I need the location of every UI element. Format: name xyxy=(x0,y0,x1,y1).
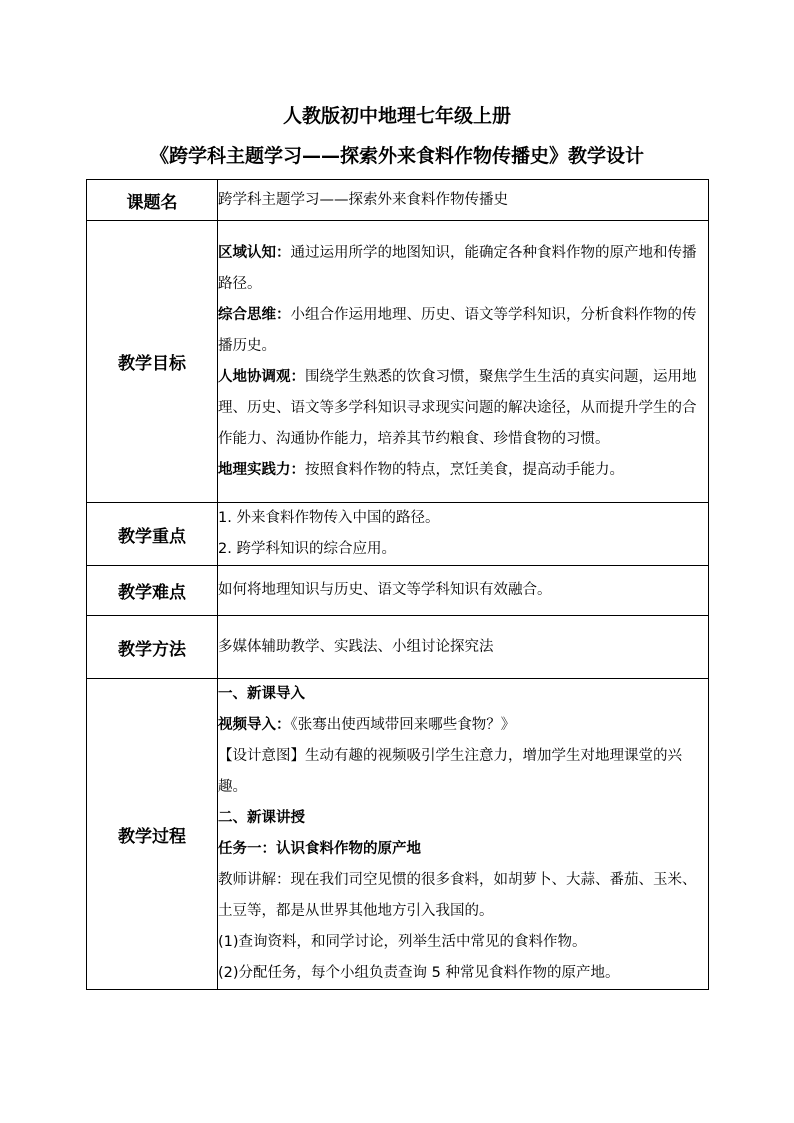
goals-label: 教学目标 xyxy=(87,221,218,503)
methods-label: 教学方法 xyxy=(87,616,218,679)
goal-heading: 综合思维： xyxy=(218,306,291,323)
table-row-process xyxy=(87,679,709,990)
process-label: 教学过程 xyxy=(87,679,218,990)
document-title: 人教版初中地理七年级上册 xyxy=(282,105,511,127)
process-content xyxy=(218,679,709,990)
goals-content xyxy=(218,221,709,503)
topic-value: 跨学科主题学习——探索外来食料作物传播史 xyxy=(218,180,709,221)
goal-regional xyxy=(218,238,708,300)
design-intent: 【设计意图】生动有趣的视频吸引学生注意力，增加学生对地理课堂的兴趣。 xyxy=(218,748,682,795)
goal-harmony xyxy=(218,362,708,455)
document-subtitle: 《跨学科主题学习——探索外来食料作物传播史》教学设计 xyxy=(149,145,644,167)
goal-heading: 人地协调观： xyxy=(218,368,305,385)
task-heading: 任务一：认识食料作物的原产地 xyxy=(218,841,421,857)
lesson-plan-table xyxy=(86,179,709,990)
key-points-content xyxy=(218,503,709,566)
goal-text: 通过运用所学的地图知识，能确定各种食料作物的原产地和传播路径。 xyxy=(218,244,697,292)
goal-text: 围绕学生熟悉的饮食习惯，聚焦学生生活的真实问题，运用地理、历史、语文等多学科知识寻求现实问题的解决途径，从而提升学生的合作能力、沟通协作能力，培养其节约粮食、珍惜食物的习惯。 xyxy=(218,368,697,447)
topic-label: 课题名 xyxy=(87,180,218,221)
table-row-key-points xyxy=(87,503,709,566)
table-row-difficulties xyxy=(87,566,709,616)
difficulties-value: 如何将地理知识与历史、语文等学科知识有效融合。 xyxy=(218,566,709,616)
difficulties-label: 教学难点 xyxy=(87,566,218,616)
goal-text: 小组合作运用地理、历史、语文等学科知识，分析食料作物的传播历史。 xyxy=(218,306,697,354)
video-intro-text: 《张骞出使西域带回来哪些食物？》 xyxy=(290,717,516,733)
process-step: (1)查询资料，和同学讨论，列举生活中常见的食料作物。 xyxy=(218,934,587,950)
goal-heading: 区域认知： xyxy=(218,244,291,261)
process-step: (2)分配任务，每个小组负责查询 5 种常见食料作物的原产地。 xyxy=(218,965,620,981)
table-row-topic xyxy=(87,180,709,221)
key-point-item: 2. 跨学科知识的综合应用。 xyxy=(218,541,396,557)
video-intro xyxy=(218,710,708,741)
teacher-explanation: 教师讲解：现在我们司空见惯的很多食料，如胡萝卜、大蒜、番茄、玉米、土豆等，都是从世界其他地方引入我国的。 xyxy=(218,872,697,919)
goal-heading: 地理实践力： xyxy=(218,461,305,478)
section-heading: 一、新课导入 xyxy=(218,686,305,702)
section-heading: 二、新课讲授 xyxy=(218,810,305,826)
table-row-goals xyxy=(87,221,709,503)
goal-text: 按照食料作物的特点，烹饪美食，提高动手能力。 xyxy=(305,461,624,478)
goal-thinking xyxy=(218,300,708,362)
key-point-item: 1. 外来食料作物传入中国的路径。 xyxy=(218,510,440,526)
goal-practice xyxy=(218,455,708,486)
table-row-methods xyxy=(87,616,709,679)
key-points-label: 教学重点 xyxy=(87,503,218,566)
methods-value: 多媒体辅助教学、实践法、小组讨论探究法 xyxy=(218,616,709,679)
video-intro-heading: 视频导入： xyxy=(218,717,291,733)
